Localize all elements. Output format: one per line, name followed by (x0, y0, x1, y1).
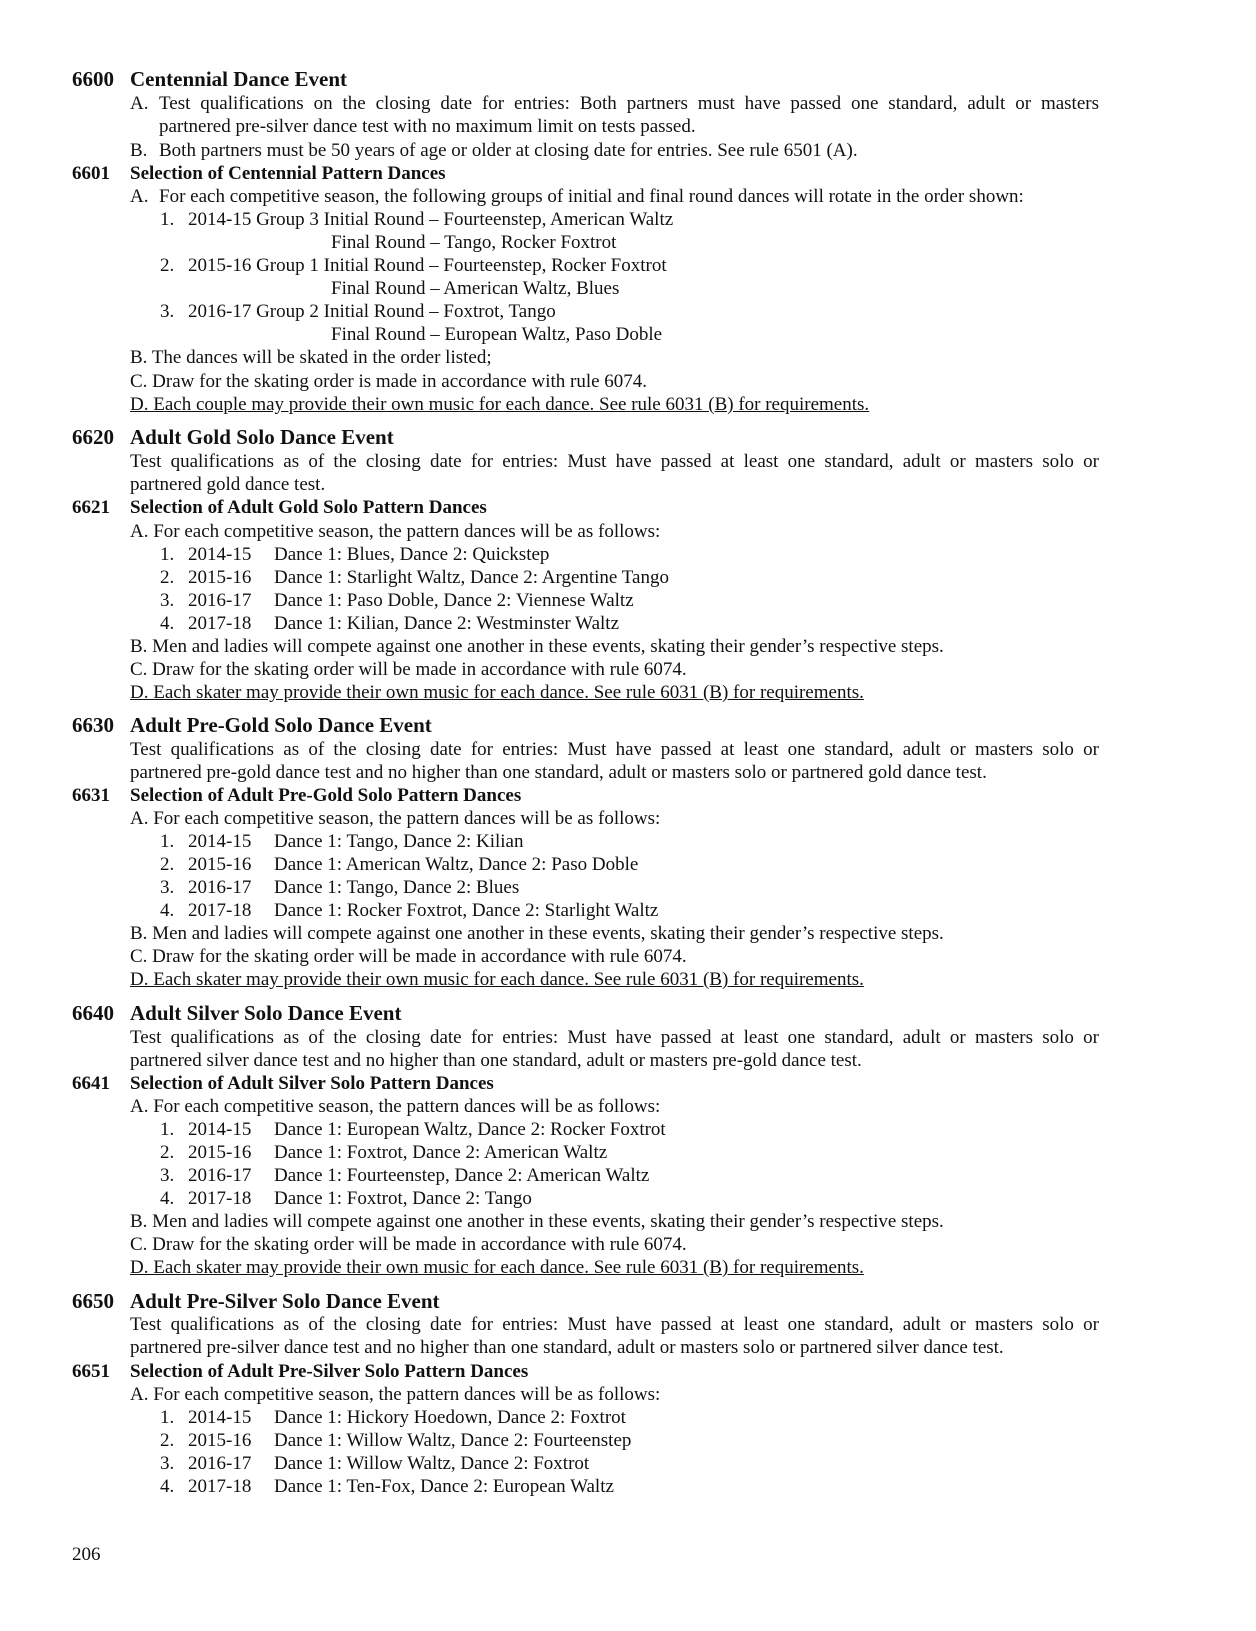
season: 2017-18 (188, 1188, 252, 1209)
rule-title: Selection of Adult Gold Solo Pattern Dances (130, 497, 487, 518)
list-item (160, 566, 669, 589)
rule-heading-6600 (72, 67, 347, 91)
dances: Dance 1: European Waltz, Dance 2: Rocker Foxtrot (274, 1119, 666, 1140)
rule-heading-6620 (72, 425, 394, 449)
list-number: 1. (160, 1407, 175, 1428)
qualification-text-continued: partnered gold dance test. (130, 474, 326, 495)
underlined-item-text: D. Each couple may provide their own music for each dance. See rule 6031 (B) for requirements. (130, 394, 870, 415)
list-number: 3. (160, 590, 175, 611)
dances: Dance 1: Blues, Dance 2: Quickstep (274, 544, 550, 565)
item-marker-a: A. (130, 93, 149, 114)
season: 2017-18 (188, 1476, 252, 1497)
qualification-text: Test qualifications as of the closing date for entries: Must have passed at least one standard, adult or masters solo or (130, 1314, 1099, 1335)
season: 2015-16 (188, 1430, 252, 1451)
rule-title: Adult Silver Solo Dance Event (130, 1001, 402, 1025)
qualification-text-continued: partnered pre-gold dance test and no higher than one standard, adult or masters solo or partnered gold dance test. (130, 762, 987, 783)
list-item (160, 876, 520, 899)
rule-heading-6641 (72, 1072, 494, 1095)
qualification-text-continued: partnered silver dance test and no higher than one standard, adult or masters pre-gold dance test. (130, 1050, 862, 1071)
item-text: A. For each competitive season, the pattern dances will be as follows: (130, 1384, 661, 1405)
season: 2016-17 (188, 590, 252, 611)
list-number: 4. (160, 1476, 175, 1497)
list-item (160, 1187, 532, 1210)
rule-title: Adult Gold Solo Dance Event (130, 425, 394, 449)
underlined-item-text: D. Each skater may provide their own music for each dance. See rule 6031 (B) for requirements. (130, 682, 864, 703)
list-number: 1. (160, 209, 175, 230)
season: 2014-15 (188, 1407, 252, 1428)
season: 2017-18 (188, 613, 252, 634)
rule-title: Selection of Centennial Pattern Dances (130, 163, 446, 184)
item-text: C. Draw for the skating order will be made in accordance with rule 6074. (130, 946, 687, 967)
rule-title: Selection of Adult Pre-Gold Solo Pattern Dances (130, 785, 522, 806)
list-item (160, 1118, 666, 1141)
list-item (160, 612, 619, 635)
list-item (160, 853, 639, 876)
list-number: 3. (160, 877, 175, 898)
qualification-text: Test qualifications as of the closing date for entries: Must have passed at least one standard, adult or masters solo or (130, 1027, 1099, 1048)
rule-number: 6640 (72, 1001, 114, 1025)
item-text: C. Draw for the skating order will be made in accordance with rule 6074. (130, 1234, 687, 1255)
list-item (160, 543, 550, 566)
list-number: 1. (160, 831, 175, 852)
page-number: 206 (72, 1544, 101, 1565)
season: 2015-16 (188, 567, 252, 588)
rule-number: 6631 (72, 785, 110, 806)
list-number: 4. (160, 1188, 175, 1209)
list-number: 3. (160, 301, 175, 322)
list-number: 3. (160, 1165, 175, 1186)
item-text-continued: partnered pre-silver dance test with no maximum limit on tests passed. (159, 116, 696, 137)
item-marker-b: B. (130, 140, 148, 161)
rule-number: 6630 (72, 713, 114, 737)
underlined-item-text: D. Each skater may provide their own music for each dance. See rule 6031 (B) for requirements. (130, 969, 864, 990)
season: 2016-17 (188, 1165, 252, 1186)
item-text: B. Men and ladies will compete against one another in these events, skating their gender’s respective steps. (130, 923, 944, 944)
group-line: 2015-16 Group 1 Initial Round – Fourteenstep, Rocker Foxtrot (188, 255, 667, 276)
list-item (160, 1164, 650, 1187)
rule-heading-6621 (72, 496, 487, 519)
rule-number: 6621 (72, 497, 110, 518)
rule-number: 6620 (72, 425, 114, 449)
list-item (160, 830, 524, 853)
dances: Dance 1: Paso Doble, Dance 2: Viennese Waltz (274, 590, 634, 611)
dances: Dance 1: Willow Waltz, Dance 2: Fourteenstep (274, 1430, 632, 1451)
qualification-text: Test qualifications as of the closing date for entries: Must have passed at least one standard, adult or masters solo or (130, 451, 1099, 472)
season: 2017-18 (188, 900, 252, 921)
list-item (160, 1406, 626, 1429)
list-item (160, 1475, 614, 1498)
dances: Dance 1: Willow Waltz, Dance 2: Foxtrot (274, 1453, 590, 1474)
list-item (160, 1141, 608, 1164)
rule-heading-6651 (72, 1360, 529, 1383)
rule-heading-6601 (72, 162, 446, 185)
dances: Dance 1: Rocker Foxtrot, Dance 2: Starlight Waltz (274, 900, 659, 921)
item-text: B. Men and ladies will compete against one another in these events, skating their gender’s respective steps. (130, 636, 944, 657)
dances: Dance 1: Tango, Dance 2: Blues (274, 877, 520, 898)
item-marker-a: A. (130, 186, 149, 207)
item-text: A. For each competitive season, the pattern dances will be as follows: (130, 521, 661, 542)
qualification-text: Test qualifications as of the closing date for entries: Must have passed at least one standard, adult or masters solo or (130, 739, 1099, 760)
item-text: B. The dances will be skated in the order listed; (130, 347, 492, 368)
list-number: 4. (160, 613, 175, 634)
final-round-line: Final Round – Tango, Rocker Foxtrot (331, 232, 617, 253)
rule-title: Selection of Adult Pre-Silver Solo Pattern Dances (130, 1361, 529, 1382)
rule-title: Adult Pre-Gold Solo Dance Event (130, 713, 432, 737)
season: 2014-15 (188, 831, 252, 852)
group-line: 2014-15 Group 3 Initial Round – Fourteenstep, American Waltz (188, 209, 674, 230)
rule-title: Centennial Dance Event (130, 67, 347, 91)
rule-number: 6601 (72, 163, 110, 184)
list-number: 2. (160, 567, 175, 588)
item-text: A. For each competitive season, the pattern dances will be as follows: (130, 808, 661, 829)
rule-number: 6651 (72, 1361, 110, 1382)
list-item (160, 899, 659, 922)
item-text: Both partners must be 50 years of age or older at closing date for entries. See rule 6501 (A). (159, 140, 858, 161)
list-number: 1. (160, 1119, 175, 1140)
group-line: 2016-17 Group 2 Initial Round – Foxtrot, Tango (188, 301, 556, 322)
season: 2016-17 (188, 877, 252, 898)
item-text: C. Draw for the skating order will be made in accordance with rule 6074. (130, 659, 687, 680)
final-round-line: Final Round – American Waltz, Blues (331, 278, 620, 299)
dances: Dance 1: Hickory Hoedown, Dance 2: Foxtrot (274, 1407, 626, 1428)
rule-heading-6650 (72, 1289, 440, 1313)
season: 2015-16 (188, 854, 252, 875)
rule-number: 6600 (72, 67, 114, 91)
item-text: For each competitive season, the following groups of initial and final round dances will rotate in the order shown: (159, 186, 1024, 207)
rule-number: 6650 (72, 1289, 114, 1313)
list-number: 1. (160, 544, 175, 565)
list-number: 2. (160, 1142, 175, 1163)
list-number: 2. (160, 854, 175, 875)
rule-heading-6630 (72, 713, 432, 737)
rule-number: 6641 (72, 1073, 110, 1094)
dances: Dance 1: Tango, Dance 2: Kilian (274, 831, 524, 852)
dances: Dance 1: Starlight Waltz, Dance 2: Argentine Tango (274, 567, 669, 588)
dances: Dance 1: Foxtrot, Dance 2: Tango (274, 1188, 532, 1209)
dances: Dance 1: American Waltz, Dance 2: Paso Doble (274, 854, 639, 875)
season: 2016-17 (188, 1453, 252, 1474)
list-item (160, 1429, 632, 1452)
dances: Dance 1: Ten-Fox, Dance 2: European Waltz (274, 1476, 614, 1497)
item-text: Test qualifications on the closing date for entries: Both partners must have passed one standard, adult or masters (159, 93, 1099, 114)
item-text: C. Draw for the skating order is made in accordance with rule 6074. (130, 371, 648, 392)
rule-title: Adult Pre-Silver Solo Dance Event (130, 1289, 440, 1313)
item-text: A. For each competitive season, the pattern dances will be as follows: (130, 1096, 661, 1117)
list-number: 2. (160, 255, 175, 276)
season: 2015-16 (188, 1142, 252, 1163)
dances: Dance 1: Foxtrot, Dance 2: American Waltz (274, 1142, 608, 1163)
rule-heading-6640 (72, 1001, 402, 1025)
list-number: 3. (160, 1453, 175, 1474)
rule-heading-6631 (72, 784, 522, 807)
underlined-item-text: D. Each skater may provide their own music for each dance. See rule 6031 (B) for requirements. (130, 1257, 864, 1278)
list-number: 4. (160, 900, 175, 921)
season: 2014-15 (188, 544, 252, 565)
final-round-line: Final Round – European Waltz, Paso Doble (331, 324, 663, 345)
season: 2014-15 (188, 1119, 252, 1140)
dances: Dance 1: Kilian, Dance 2: Westminster Waltz (274, 613, 619, 634)
list-number: 2. (160, 1430, 175, 1451)
dances: Dance 1: Fourteenstep, Dance 2: American Waltz (274, 1165, 650, 1186)
rule-title: Selection of Adult Silver Solo Pattern Dances (130, 1073, 494, 1094)
qualification-text-continued: partnered pre-silver dance test and no higher than one standard, adult or masters solo or partnered silver dance test. (130, 1337, 1004, 1358)
item-text: B. Men and ladies will compete against one another in these events, skating their gender’s respective steps. (130, 1211, 944, 1232)
list-item (160, 589, 634, 612)
list-item (160, 1452, 590, 1475)
